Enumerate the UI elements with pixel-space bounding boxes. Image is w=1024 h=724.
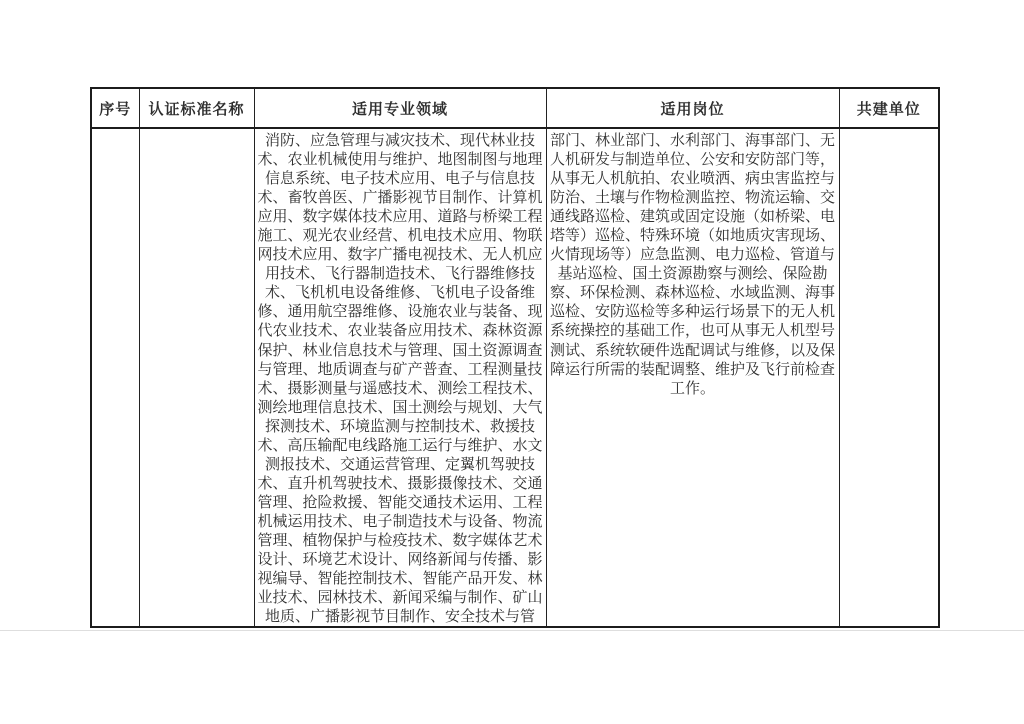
standard-name-cell	[139, 128, 254, 627]
applicable-positions-text: 部门、林业部门、水利部门、海事部门、无人机研发与制造单位、公安和安防部门等，从事无人机航拍、农业喷洒、病虫害监控与防治、土壤与作物检测监控、物流运输、交通线路巡检、建筑或固定设施（如桥梁、电塔等）巡检、特殊环境（如地质灾害现场、火情现场等）应急监测、电力巡检、管道与基站巡检、国土资源勘察与测绘、保险勘察、环保检测、森林巡检、水域监测、海事巡检、安防巡检等多种运行场景下的无人机系统操控的基础工作，也可从事无人机型号测试、系统软硬件选配调试与维修，以及保障运行所需的装配调整、维护及飞行前检查工作。	[549, 131, 835, 397]
professional-fields-text: 消防、应急管理与减灾技术、现代林业技术、农业机械使用与维护、地图制图与地理信息系统、电子技术应用、电子与信息技术、畜牧兽医、广播影视节目制作、计算机应用、数字媒体技术应用、道路与桥梁工程施工、观光农业经营、机电技术应用、物联网技术应用、数字广播电视技术、无人机应用技术、飞行器制造技术、飞行器维修技术、飞机机电设备维修、飞机电子设备维修、通用航空器维修、设施农业与装备、现代农业技术、农业装备应用技术、森林资源保护、林业信息技术与管理、国土资源调查与管理、地质调查与矿产普查、工程测量技术、摄影测量与遥感技术、测绘工程技术、测绘地理信息技术、国土测绘与规划、大气探测技术、环境监测与控制技术、救援技术、高压输配电线路施工运行与维护、水文测报技术、交通运营管理、定翼机驾驶技术、直升机驾驶技术、摄影摄像技术、交通管理、抢险救援、智能交通技术运用、工程机械运用技术、电子制造技术与设备、物流管理、植物保护与检疫技术、数字媒体艺术设计、环境艺术设计、网络新闻与传播、影视编导、智能控制技术、智能产品开发、林业技术、园林技术、新闻采编与制作、矿山地质、广播影视节目制作、安全技术与管	[257, 131, 543, 625]
certification-standards-table	[90, 87, 940, 628]
serial-number-header: 序号	[91, 88, 139, 128]
applicable-positions-header: 适用岗位	[546, 88, 839, 128]
table-body	[91, 128, 939, 627]
scan-artifact-line	[0, 630, 1024, 631]
serial-number-cell	[91, 128, 139, 627]
co-construction-unit-header: 共建单位	[839, 88, 939, 128]
table-header-row	[91, 88, 939, 128]
standard-name-header: 认证标准名称	[139, 88, 254, 128]
applicable-positions-cell	[546, 128, 839, 627]
table-row	[91, 128, 939, 627]
professional-fields-cell	[254, 128, 546, 627]
professional-fields-header: 适用专业领域	[254, 88, 546, 128]
co-construction-unit-cell	[839, 128, 939, 627]
